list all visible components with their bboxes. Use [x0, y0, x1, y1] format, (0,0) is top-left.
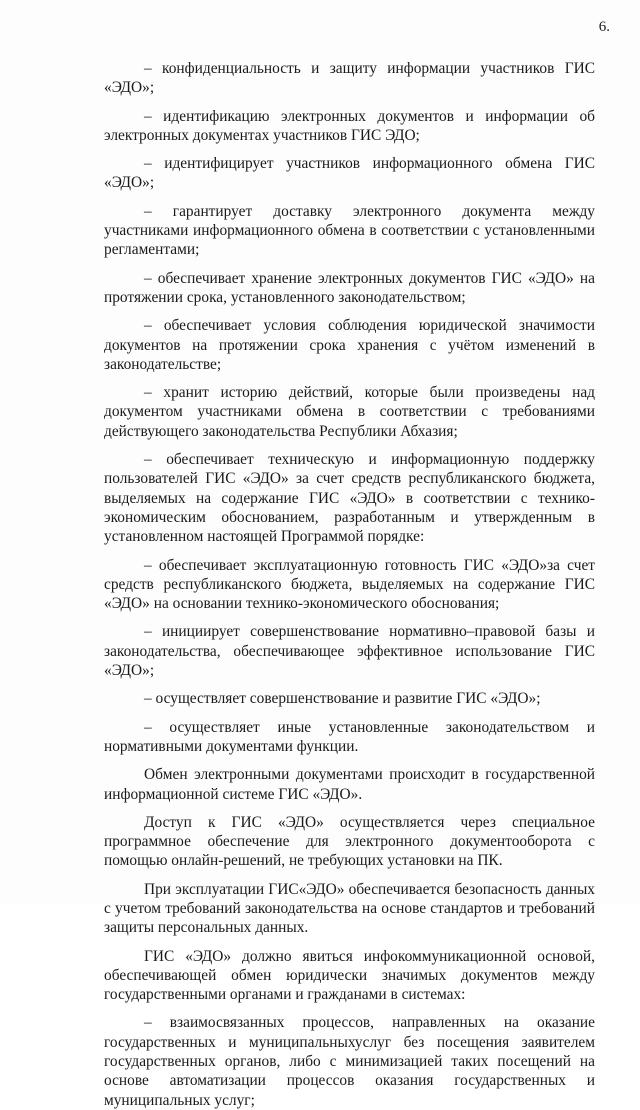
paragraph: – обеспечивает эксплуатационную готовность ГИС «ЭДО»за счет средств республиканского бюджета, выделяемых на содержание ГИС «ЭДО» на основании технико-экономического обоснования;	[104, 556, 595, 613]
paragraph: – хранит историю действий, которые были произведены над документом участниками обмена в соответствии с требованиями действующего законодательства Республики Абхазия;	[104, 384, 595, 440]
paragraph: При эксплуатации ГИС«ЭДО» обеспечивается безопасность данных с учетом требований законодательства на основе стандартов и требований защиты персональных данных.	[104, 880, 595, 937]
paragraph: ГИС «ЭДО» должно явиться инфокоммуникационной основой, обеспечивающей обмен юридически значимых документов между государственными органами и гражданами в системах:	[104, 947, 595, 1004]
document-body	[104, 50, 595, 1110]
paragraph: Обмен электронными документами происходит в государственной информационной системе ГИС «ЭДО».	[104, 766, 595, 803]
paragraph: – идентификацию электронных документов и информации об электронных документах участников ГИС ЭДО;	[104, 107, 595, 144]
paragraph: – инициирует совершенствование нормативно–правовой базы и законодательства, обеспечивающее эффективное использование ГИС «ЭДО»;	[104, 623, 595, 680]
paragraph: – гарантирует доставку электронного документа между участниками информационного обмена в соответствии с установленными регламентами;	[104, 202, 595, 259]
paragraph: – конфиденциальность и защиту информации участников ГИС «ЭДО»;	[104, 60, 595, 97]
paragraph: – осуществляет иные установленные законодательством и нормативными документами функции.	[104, 718, 595, 755]
paragraph: – идентифицирует участников информационного обмена ГИС «ЭДО»;	[104, 155, 595, 192]
paragraph: – обеспечивает техническую и информационную поддержку пользователей ГИС «ЭДО» за счет средств республиканского бюджета, выделяемых на содержание ГИС «ЭДО» в соответствии с технико-экономическим обоснованием, разработанным и утвержденным в установленном настоящей Программой порядке:	[104, 451, 595, 546]
page-number: 6.	[598, 19, 610, 35]
paragraph: – взаимосвязанных процессов, направленных на оказание государственных и муниципальныхуслуг без посещения заявителем государственных органов, либо с минимизацией таких посещений на основе автоматизации процессов оказания государственных и муниципальных услуг;	[104, 1014, 595, 1109]
paragraph: – обеспечивает условия соблюдения юридической значимости документов на протяжении срока хранения с учётом изменений в законодательстве;	[104, 317, 595, 373]
paragraph: – обеспечивает хранение электронных документов ГИС «ЭДО» на протяжении срока, установленного законодательством;	[104, 269, 595, 306]
paragraph: Доступ к ГИС «ЭДО» осуществляется через специальное программное обеспечение для электронного документооборота с помощью онлайн-решений, не требующих установки на ПК.	[104, 813, 595, 870]
paragraph: – осуществляет совершенствование и развитие ГИС «ЭДО»;	[144, 690, 541, 708]
